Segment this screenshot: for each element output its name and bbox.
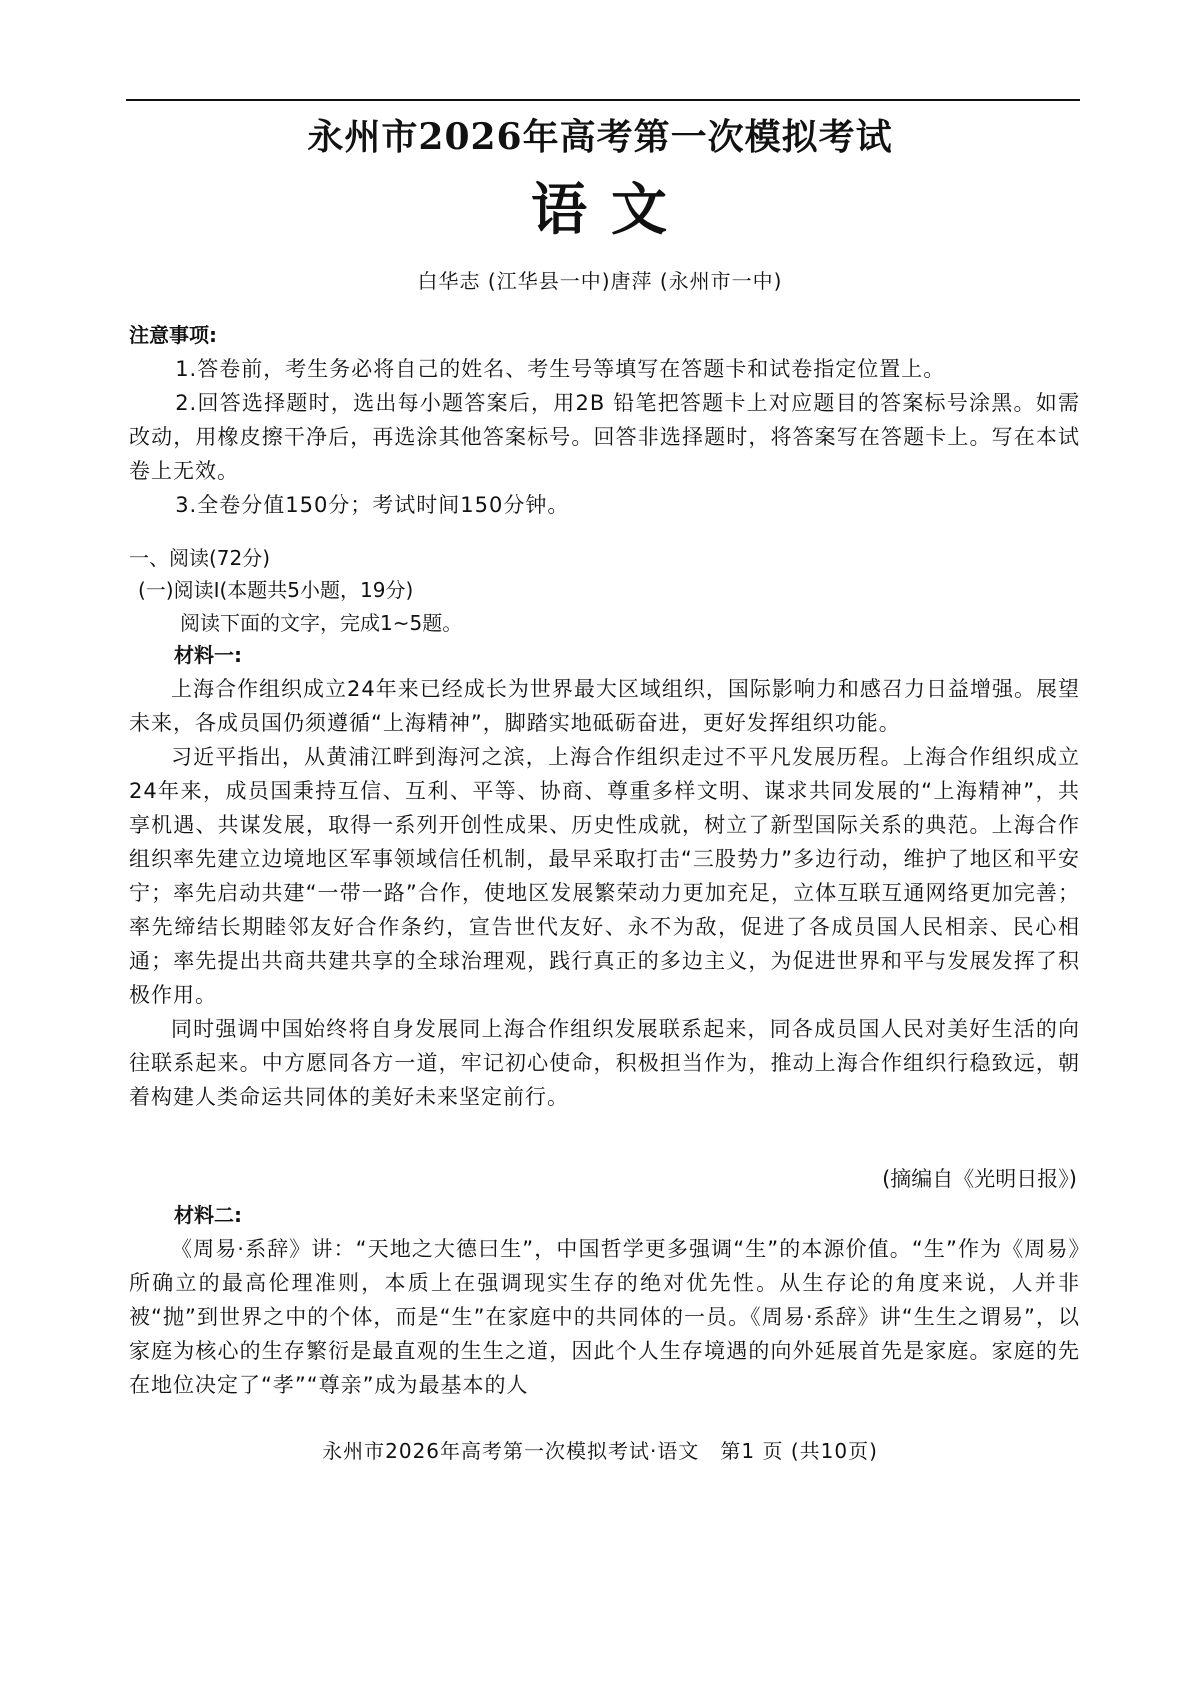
section-subheading: (一)阅读Ⅰ(本题共5小题，19分) — [138, 578, 414, 602]
material-1-paragraph: 习近平指出，从黄浦江畔到海河之滨，上海合作组织走过不平凡发展历程。上海合作组织成立24年来，成员国秉持互信、互利、平等、协商、尊重多样文明、谋求共同发展的“上海精神”，共享机遇、共谋发展，取得一系列开创性成果、历史性成就，树立了新型国际关系的典范。上海合作组织率先建立边境地区军事领域信任机制，最早采取打击“三股势力”多边行动，维护了地区和平安宁；率先启动共建“一带一路”合作，使地区发展繁荣动力更加充足，立体互联互通网络更加完善；率先缔结长期睦邻友好合作条约，宣告世代友好、永不为敌，促进了各成员国人民相亲、民心相通；率先提出共商共建共享的全球治理观，践行真正的多边主义，为促进世界和平与发展发挥了积极作用。 — [129, 745, 1080, 1007]
exam-title: 永州市2026年高考第一次模拟考试 — [307, 116, 893, 158]
notice-item-3: 3.全卷分值150分；考试时间150分钟。 — [175, 493, 570, 517]
notice-item-1: 1.答卷前，考生务必将自己的姓名、考生号等填写在答题卡和试卷指定位置上。 — [175, 357, 946, 381]
material-1-source: (摘编自《光明日报》) — [882, 1167, 1077, 1191]
material-2-label: 材料二: — [174, 1203, 242, 1227]
material-2-text — [129, 1232, 1080, 1402]
authors-line: 白华志 (江华县一中)唐萍 (永州市一中) — [417, 269, 783, 293]
notice-item-2: 2.回答选择题时，选出每小题答案后，用2B 铅笔把答题卡上对应题目的答案标号涂黑。如需改动，用橡皮擦干净后，再选涂其他答案标号。回答非选择题时，将答案写在答题卡上。写在本试卷上无效。 — [129, 391, 1080, 483]
notice-heading: 注意事项: — [129, 323, 217, 347]
page-footer: 永州市2026年高考第一次模拟考试·语文 第1 页 (共10页) — [322, 1439, 878, 1463]
material-2-paragraph: 《周易·系辞》讲：“天地之大德曰生”，中国哲学更多强调“生”的本源价值。“生”作为《周易》所确立的最高伦理准则，本质上在强调现实生存的绝对优先性。从生存论的角度来说，人并非被“抛”到世界之中的个体，而是“生”在家庭中的共同体的一员。《周易·系辞》讲“生生之谓易”，以家庭为核心的生存繁衍是最直观的生生之道，因此个人生存境遇的向外延展首先是家庭。家庭的先在地位决定了“孝”“尊亲”成为最基本的人 — [129, 1237, 1080, 1397]
header-rule — [126, 99, 1080, 101]
material-1-paragraph: 同时强调中国始终将自身发展同上海合作组织发展联系起来，同各成员国人民对美好生活的向往联系起来。中方愿同各方一道，牢记初心使命，积极担当作为，推动上海合作组织行稳致远，朝着构建人类命运共同体的美好未来坚定前行。 — [129, 1017, 1080, 1109]
material-1-label: 材料一: — [174, 643, 242, 667]
material-1-paragraph: 上海合作组织成立24年来已经成长为世界最大区域组织，国际影响力和感召力日益增强。展望未来，各成员国仍须遵循“上海精神”，脚踏实地砥砺奋进，更好发挥组织功能。 — [129, 677, 1080, 735]
notice-list — [129, 352, 1080, 522]
material-1-text — [129, 672, 1080, 1114]
subject-title: 语文 — [531, 177, 691, 243]
section-instruction: 阅读下面的文字，完成1~5题。 — [180, 611, 463, 635]
section-heading: 一、阅读(72分) — [129, 546, 271, 570]
